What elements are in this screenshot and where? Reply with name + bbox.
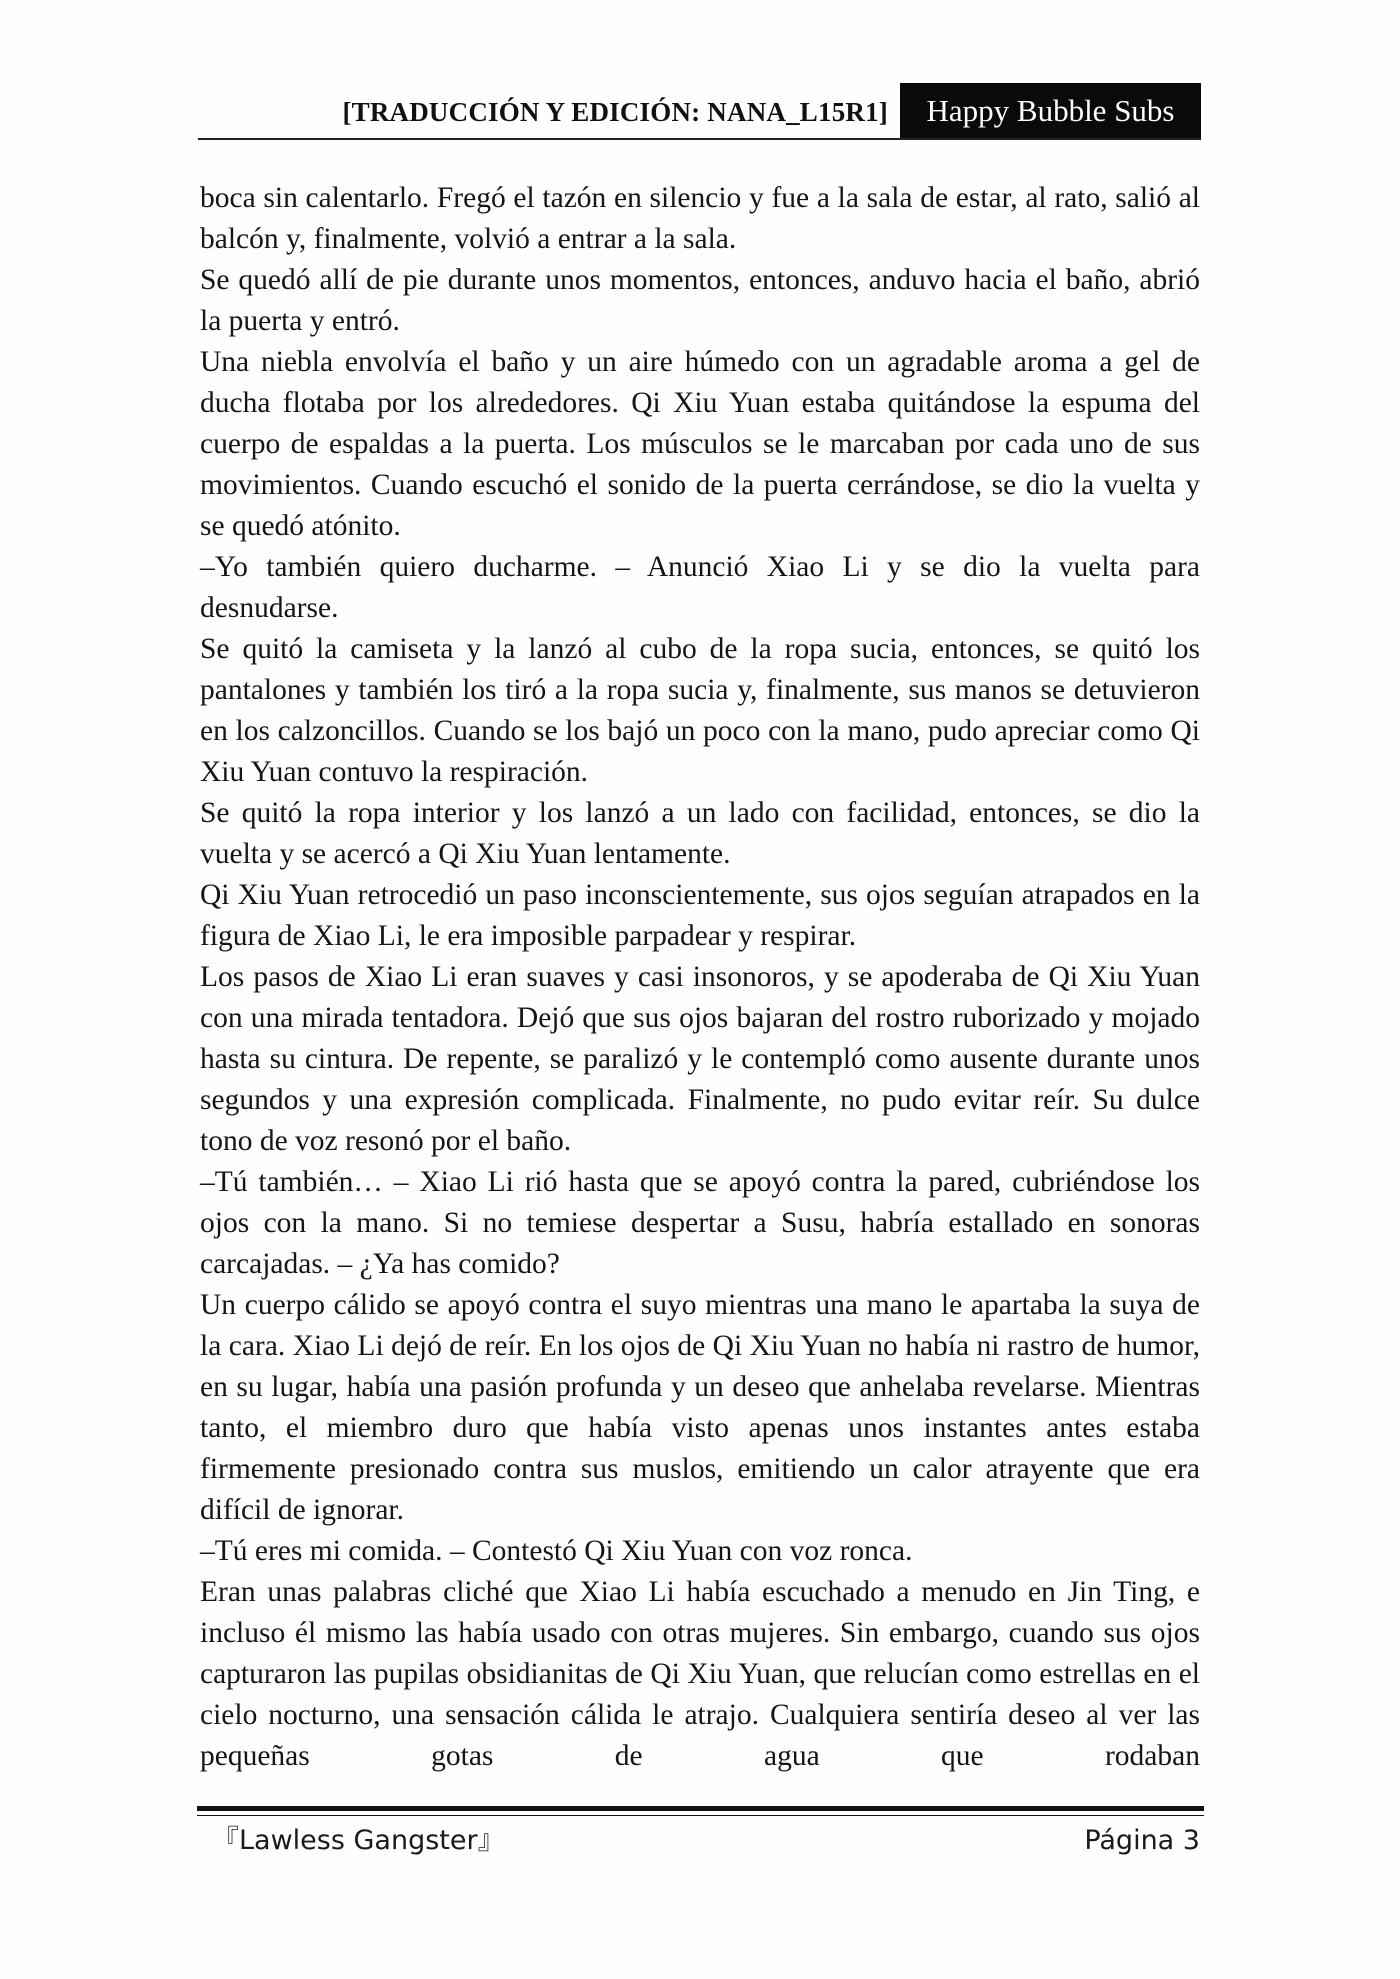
paragraph: –Yo también quiero ducharme. – Anunció Xiao Li y se dio la vuelta para desnudarse. [200,551,1200,624]
paragraph: Se quitó la ropa interior y los lanzó a un lado con facilidad, entonces, se dio la vuelta y se acercó a Qi Xiu Yuan lentamente. [200,797,1200,870]
paragraph: Se quedó allí de pie durante unos momentos, entonces, anduvo hacia el baño, abrió la puerta y entró. [200,264,1200,337]
paragraph: –Tú también… – Xiao Li rió hasta que se apoyó contra la pared, cubriéndose los ojos con la mano. Si no temiese despertar a Susu, habría estallado en sonoras carcajadas. – ¿Ya has comido? [200,1166,1200,1280]
footer-divider-thin [197,1815,1204,1816]
paragraph: Los pasos de Xiao Li eran suaves y casi insonoros, y se apoderaba de Qi Xiu Yuan con una mirada tentadora. Dejó que sus ojos bajaran del rostro ruborizado y mojado hasta su cintura. De repente, se paralizó y le contempló como ausente durante unos segundos y una expresión complicada. Finalmente, no pudo evitar reír. Su dulce tono de voz resonó por el baño. [200,961,1200,1157]
paragraph: –Tú eres mi comida. – Contestó Qi Xiu Yuan con voz ronca. [200,1535,913,1567]
paragraph: Una niebla envolvía el baño y un aire húmedo con un agradable aroma a gel de ducha flotaba por los alrededores. Qi Xiu Yuan estaba quitándose la espuma del cuerpo de espaldas a la puerta. Los músculos se le marcaban por cada uno de sus movimientos. Cuando escuchó el sonido de la puerta cerrándose, se dio la vuelta y se quedó atónito. [200,346,1200,542]
paragraph: Un cuerpo cálido se apoyó contra el suyo mientras una mano le apartaba la suya de la cara. Xiao Li dejó de reír. En los ojos de Qi Xiu Yuan no había ni rastro de humor, en su lugar, había una pasión profunda y un deseo que anhelaba revelarse. Mientras tanto, el miembro duro que había visto apenas unos instantes antes estaba firmemente presionado contra sus muslos, emitiendo un calor atrayente que era difícil de ignorar. [200,1289,1200,1526]
page-header [198,83,1201,140]
footer-divider [197,1806,1204,1811]
paragraph: boca sin calentarlo. Fregó el tazón en silencio y fue a la sala de estar, al rato, salió al balcón y, finalmente, volvió a entrar a la sala. [200,182,1200,255]
paragraph: Qi Xiu Yuan retrocedió un paso inconscientemente, sus ojos seguían atrapados en la figura de Xiao Li, le era imposible parpadear y respirar. [200,879,1200,952]
body-text [200,178,1200,1777]
paragraph: Eran unas palabras cliché que Xiao Li había escuchado a menudo en Jin Ting, e incluso él mismo las había usado con otras mujeres. Sin embargo, cuando sus ojos capturaron las pupilas obsidianitas de Qi Xiu Yuan, que relucían como estrellas en el cielo nocturno, una sensación cálida le atrajo. Cualquiera sentiría deseo al ver las pequeñas gotas de agua que rodaban [200,1576,1200,1772]
translation-credit: [TRADUCCIÓN Y EDICIÓN: NANA_L15R1] [342,97,888,127]
brand-label: Happy Bubble Subs [900,83,1201,138]
paragraph: Se quitó la camiseta y la lanzó al cubo de la ropa sucia, entonces, se quitó los pantalones y también los tiró a la ropa sucia y, finalmente, sus manos se detuvieron en los calzoncillos. Cuando se los bajó un poco con la mano, pudo apreciar como Qi Xiu Yuan contuvo la respiración. [200,633,1200,788]
book-title: 『Lawless Gangster』 [212,1825,505,1856]
page-number: Página 3 [1084,1825,1200,1856]
